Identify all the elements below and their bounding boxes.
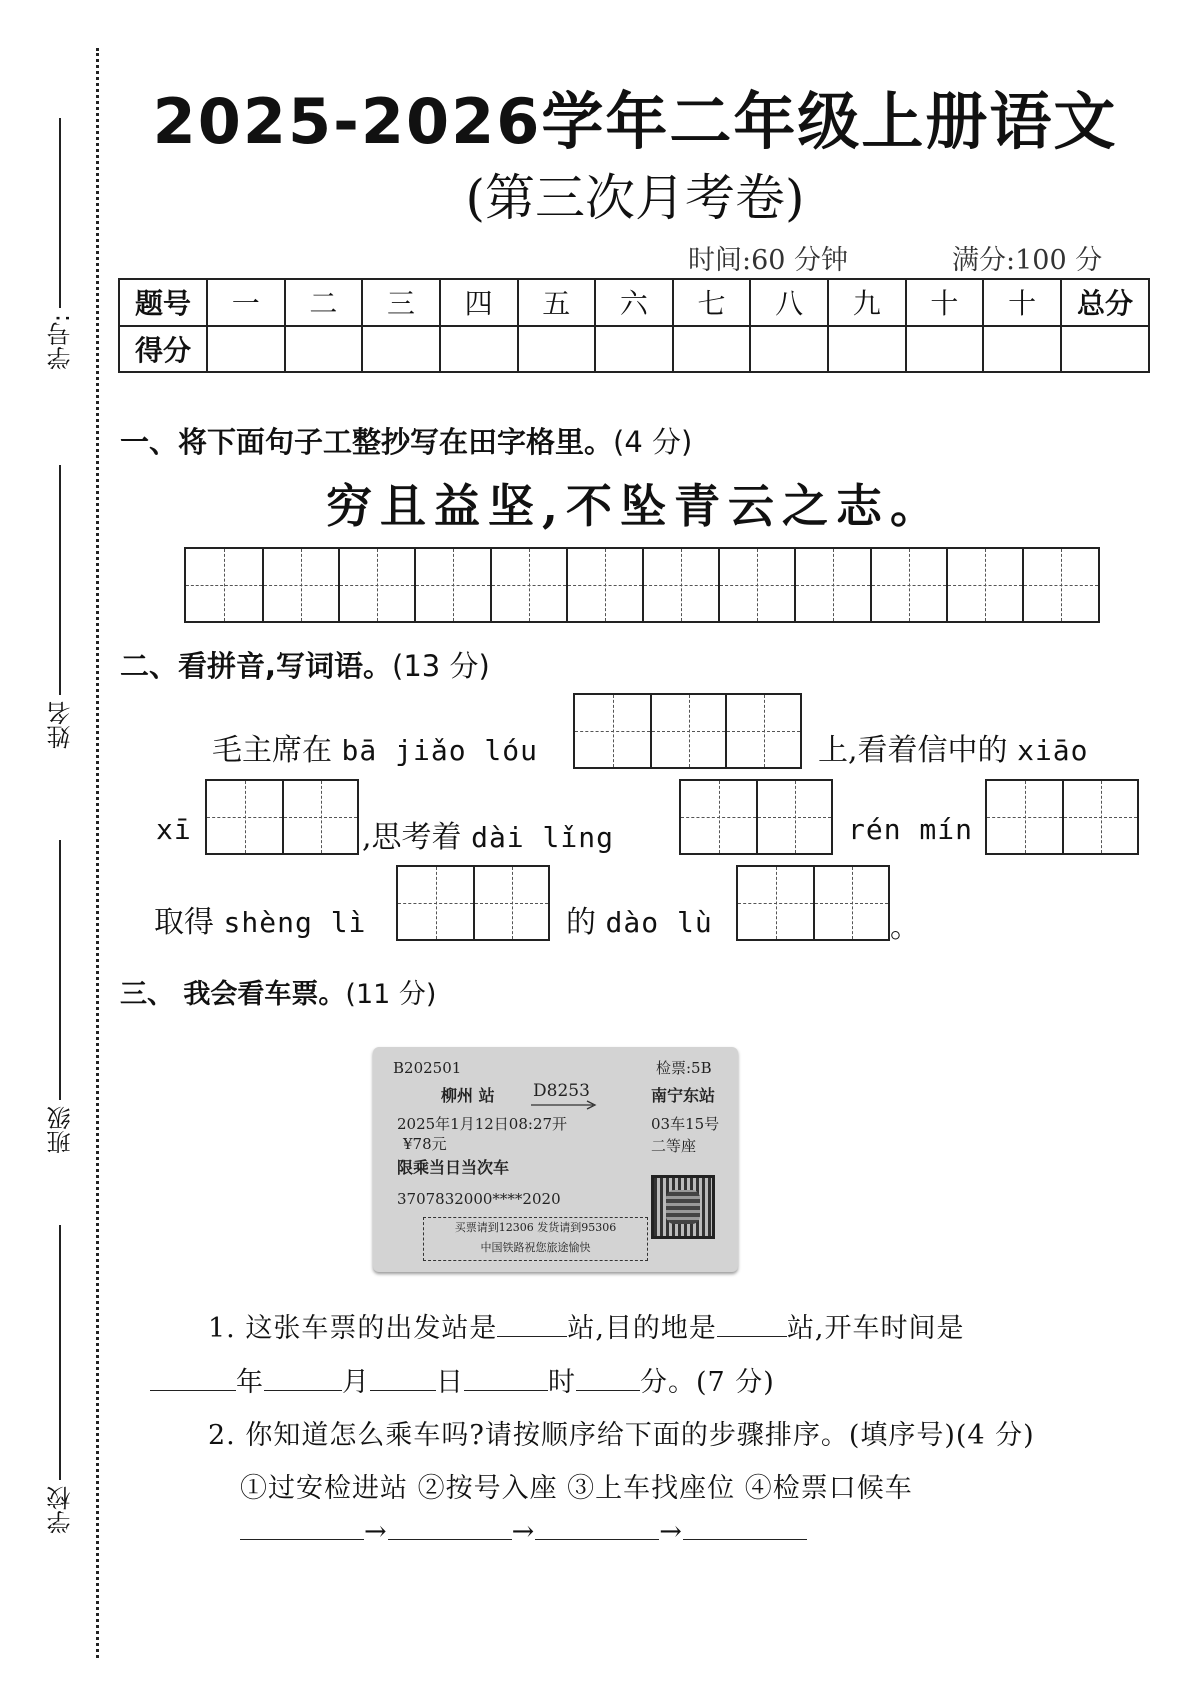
s2-line1-after	[818, 725, 1089, 769]
tianzi-cell[interactable]	[575, 695, 650, 767]
answer-blank-minute[interactable]	[576, 1365, 640, 1391]
name-field	[40, 465, 80, 749]
q1-line2	[150, 1360, 775, 1399]
ticket-gate: 检票:5B	[656, 1059, 712, 1077]
tianzi-cell[interactable]	[186, 549, 262, 621]
score-entry-cell[interactable]	[673, 326, 751, 373]
section1-title: 一、将下面句子工整抄写在田字格里。	[120, 425, 614, 459]
tianzi-grid-sentence[interactable]	[184, 547, 1100, 623]
s2-line2-text	[362, 812, 614, 856]
school-label: 学校	[46, 1486, 75, 1534]
tianzi-cell[interactable]	[490, 549, 566, 621]
arrow-icon: →	[511, 1516, 536, 1547]
class-label: 班级	[46, 1106, 75, 1154]
table-cell: 七	[673, 279, 751, 326]
score-entry-cell[interactable]	[595, 326, 673, 373]
arrow-icon: →	[659, 1516, 683, 1547]
tianzi-cell[interactable]	[282, 781, 357, 853]
s2-text: 的	[566, 905, 596, 940]
tianzi-cell[interactable]	[473, 867, 548, 939]
name-label: 姓名	[46, 701, 75, 749]
tianzi-grid-word3[interactable]	[679, 779, 833, 855]
q1-text-c: 站,开车时间是	[786, 1313, 965, 1344]
tianzi-cell[interactable]	[681, 781, 756, 853]
qr-code-icon	[651, 1175, 715, 1239]
tianzi-cell[interactable]	[414, 549, 490, 621]
tianzi-cell[interactable]	[813, 867, 888, 939]
tianzi-cell[interactable]	[794, 549, 870, 621]
answer-blank-step1[interactable]	[240, 1514, 364, 1540]
tianzi-cell[interactable]	[642, 549, 718, 621]
tianzi-cell[interactable]	[718, 549, 794, 621]
answer-blank-departure[interactable]	[497, 1311, 567, 1337]
page-subtitle: (第三次月考卷)	[465, 169, 805, 227]
student-no-field	[40, 118, 80, 370]
q1-line1	[208, 1306, 965, 1345]
score-entry-cell[interactable]	[285, 326, 363, 373]
table-cell: 十	[906, 279, 984, 326]
tianzi-cell[interactable]	[1022, 549, 1098, 621]
section1-points: (4 分)	[613, 425, 693, 459]
score-table-score-row	[119, 326, 1149, 373]
ticket-seat-no: 03车15号	[651, 1115, 720, 1133]
score-table	[118, 278, 1150, 373]
table-cell: 二	[285, 279, 363, 326]
score-entry-cell[interactable]	[750, 326, 828, 373]
ticket-datetime: 2025年1月12日08:27开	[397, 1115, 568, 1133]
ticket-code: B202501	[393, 1059, 462, 1077]
tianzi-cell[interactable]	[398, 867, 473, 939]
answer-blank-step3[interactable]	[535, 1514, 659, 1540]
tianzi-cell[interactable]	[262, 549, 338, 621]
tianzi-cell[interactable]	[207, 781, 282, 853]
ticket-note-line1: 买票请到12306 发货请到95306	[454, 1221, 617, 1234]
tianzi-cell[interactable]	[870, 549, 946, 621]
table-cell: 得分	[119, 326, 207, 373]
answer-blank-hour[interactable]	[464, 1365, 548, 1391]
section2-heading	[120, 644, 490, 685]
ticket-id-no: 3707832000****2020	[397, 1190, 561, 1208]
table-cell: 四	[440, 279, 518, 326]
tianzi-cell[interactable]	[566, 549, 642, 621]
s2-line3-mid	[566, 897, 713, 941]
table-cell: 八	[750, 279, 828, 326]
q1-text-b: 站,目的地是	[567, 1313, 717, 1344]
s2-line1-text	[212, 725, 538, 769]
ticket-arrow-icon	[531, 1100, 601, 1110]
section1-heading	[120, 420, 692, 461]
s2-text: 毛主席在	[212, 733, 332, 768]
tianzi-cell[interactable]	[756, 781, 831, 853]
tianzi-cell[interactable]	[725, 695, 800, 767]
arrow-icon: →	[364, 1516, 388, 1547]
score-entry-cell[interactable]	[207, 326, 285, 373]
full-score: 满分:100 分	[952, 245, 1103, 276]
tianzi-grid-word4[interactable]	[985, 779, 1139, 855]
pinyin-dao-lu: dào lù	[605, 906, 713, 939]
tianzi-cell[interactable]	[650, 695, 725, 767]
train-ticket	[373, 1047, 738, 1272]
score-entry-cell[interactable]	[440, 326, 518, 373]
ticket-to: 南宁东站	[651, 1086, 716, 1105]
tianzi-grid-word1[interactable]	[573, 693, 802, 769]
answer-blank-step4[interactable]	[683, 1514, 807, 1540]
s2-text: 取得	[154, 905, 214, 940]
s2-line3-end: 。	[890, 910, 920, 945]
q1-text-a: 1. 这张车票的出发站是	[208, 1313, 498, 1344]
score-entry-cell[interactable]	[1061, 326, 1149, 373]
q1-hour: 时	[548, 1367, 576, 1398]
answer-blank-step2[interactable]	[388, 1514, 512, 1540]
table-cell: 六	[595, 279, 673, 326]
s2-line2-pinyin2	[848, 812, 973, 847]
section3-heading	[120, 972, 436, 1011]
tianzi-cell[interactable]	[987, 781, 1062, 853]
tianzi-grid-word5[interactable]	[396, 865, 550, 941]
answer-blank-destination[interactable]	[717, 1311, 787, 1337]
ticket-train-no: D8253	[533, 1081, 590, 1101]
score-entry-cell[interactable]	[518, 326, 596, 373]
score-entry-cell[interactable]	[828, 326, 906, 373]
tianzi-cell[interactable]	[338, 549, 414, 621]
binding-dotted-line	[96, 48, 99, 1658]
q2-text: 2. 你知道怎么乘车吗?请按顺序给下面的步骤排序。(填序号)(4 分)	[208, 1420, 1035, 1451]
q1-year: 年	[236, 1367, 264, 1398]
tianzi-cell[interactable]	[738, 867, 813, 939]
score-entry-cell[interactable]	[983, 326, 1061, 373]
table-cell: 五	[518, 279, 596, 326]
score-table-header-row	[119, 279, 1149, 326]
pinyin-ba-jiao-lou: bā jiǎo lóu	[341, 734, 538, 767]
q2-steps: ①过安检进站 ②按号入座 ③上车找座位 ④检票口候车	[240, 1473, 913, 1504]
table-cell: 总分	[1061, 279, 1149, 326]
tianzi-cell[interactable]	[1062, 781, 1137, 853]
table-cell: 题号	[119, 279, 207, 326]
exam-time: 时间:60 分钟	[688, 245, 849, 276]
student-no-label: 学号:	[46, 314, 75, 371]
section2-points: (13 分)	[392, 649, 490, 683]
s2-line2-pinyin	[156, 812, 192, 847]
ticket-price: ¥78元	[403, 1135, 447, 1153]
section3-title: 三、 我会看车票。	[120, 979, 346, 1010]
ticket-seat-class: 二等座	[651, 1137, 697, 1155]
page-title: 2025-2026学年二年级上册语文	[152, 85, 1118, 158]
pinyin-sheng-li: shèng lì	[223, 906, 367, 939]
s2-text: ,思考着	[362, 820, 462, 855]
ticket-from: 柳州 站	[441, 1086, 495, 1105]
score-entry-cell[interactable]	[906, 326, 984, 373]
s2-text: 上,看着信中的	[818, 733, 1008, 768]
section3-points: (11 分)	[345, 979, 437, 1010]
table-cell: 一	[207, 279, 285, 326]
tianzi-grid-word6[interactable]	[736, 865, 890, 941]
class-field	[40, 840, 80, 1154]
table-cell: 十	[983, 279, 1061, 326]
section2-title: 二、看拼音,写词语。	[120, 649, 393, 683]
table-cell: 九	[828, 279, 906, 326]
pinyin-dai-ling: dài lǐng	[471, 821, 614, 854]
ticket-note-box	[423, 1217, 648, 1261]
s2-line3-text	[154, 897, 366, 941]
q1-day: 日	[436, 1367, 464, 1398]
answer-blank-year[interactable]	[150, 1365, 236, 1391]
ticket-note-line2: 中国铁路祝您旅途愉快	[480, 1241, 591, 1254]
tianzi-cell[interactable]	[946, 549, 1022, 621]
q1-min: 分。	[640, 1367, 696, 1398]
tianzi-grid-word2[interactable]	[205, 779, 359, 855]
score-entry-cell[interactable]	[362, 326, 440, 373]
answer-blank-day[interactable]	[370, 1365, 436, 1391]
ticket-limit: 限乘当日当次车	[397, 1158, 510, 1177]
q1-month: 月	[342, 1367, 370, 1398]
q2-answer-row	[240, 1514, 807, 1547]
table-cell: 三	[362, 279, 440, 326]
copy-sentence: 穷且益坚,不坠青云之志。	[325, 479, 944, 533]
school-field	[40, 1225, 80, 1534]
pinyin-ren-min: rén mín	[848, 813, 974, 846]
pinyin-xiao: xiāo	[1017, 734, 1089, 767]
answer-blank-month[interactable]	[264, 1365, 342, 1391]
q1-points: (7 分)	[696, 1367, 775, 1398]
pinyin-xi: xī	[156, 813, 192, 846]
